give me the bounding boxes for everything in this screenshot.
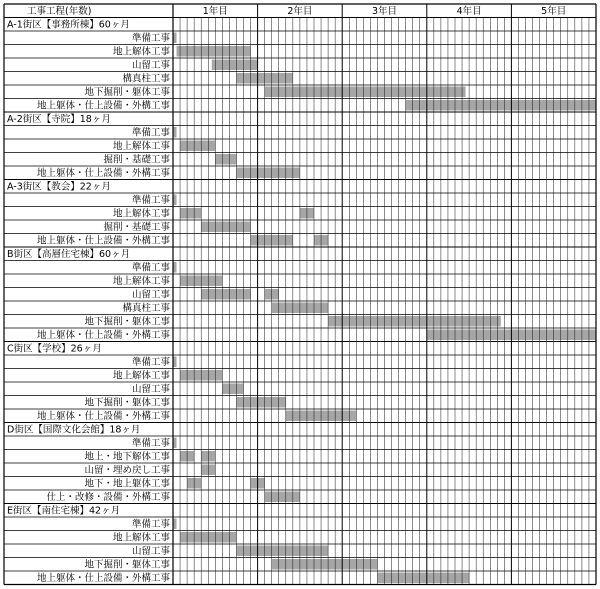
task-label: 準備工事: [131, 518, 170, 530]
gantt-bar: [180, 208, 201, 219]
year-label: 1年目: [202, 5, 228, 17]
task-label: 地上・地下解体工事: [84, 451, 170, 463]
task-label: 山留・埋め戻し工事: [84, 464, 170, 476]
task-label: 掘削・基礎工事: [103, 154, 170, 166]
task-label: 地上解体工事: [112, 208, 170, 220]
task-label: 準備工事: [131, 194, 170, 206]
task-label: 山留工事: [131, 383, 170, 395]
task-label: 地下掘削・躯体工事: [84, 397, 170, 409]
gantt-bar: [201, 289, 250, 300]
gantt-bar: [177, 46, 251, 57]
gantt-bar: [265, 87, 466, 98]
gantt-bar: [222, 384, 243, 395]
task-label: 地上躯体・仕上設備・外構工事: [36, 235, 170, 247]
task-label: 地上解体工事: [112, 275, 170, 287]
section-label: A-2街区【寺院】18ヶ月: [7, 113, 111, 125]
gantt-bar: [215, 154, 236, 165]
task-label: 山留工事: [131, 545, 170, 557]
year-label: 5年目: [541, 5, 567, 17]
gantt-bar: [201, 222, 250, 233]
task-label: 地下掘削・躯体工事: [84, 86, 170, 98]
gantt-bar: [406, 100, 596, 111]
task-label: 地上躯体・仕上設備・外構工事: [36, 329, 170, 341]
task-label: 地上躯体・仕上設備・外構工事: [36, 167, 170, 179]
task-label: 山留工事: [131, 289, 170, 301]
task-label: 準備工事: [131, 32, 170, 44]
task-label: 地上解体工事: [112, 140, 170, 152]
year-label: 3年目: [371, 5, 398, 17]
year-label: 4年目: [456, 5, 482, 17]
task-label: 構真柱工事: [122, 302, 170, 314]
gantt-bar: [180, 141, 215, 152]
task-label: 山留工事: [131, 59, 170, 71]
gantt-bar: [236, 168, 299, 179]
task-label: 地上躯体・仕上設備・外構工事: [36, 410, 170, 422]
gantt-bar: [236, 546, 328, 557]
task-label: 準備工事: [131, 437, 170, 449]
gantt-bar: [236, 397, 285, 408]
gantt-bar: [328, 316, 501, 327]
section-label: C街区【学校】26ヶ月: [7, 343, 102, 355]
section-label: E街区【南住宅棟】42ヶ月: [7, 505, 121, 517]
gantt-bar: [377, 573, 469, 584]
task-label: 地上解体工事: [112, 370, 170, 382]
task-label: 地下掘削・躯体工事: [84, 559, 170, 571]
task-label: 地下掘削・躯体工事: [84, 316, 170, 328]
task-label: 準備工事: [131, 262, 170, 274]
gantt-bar: [272, 559, 378, 570]
section-label: A-3街区【教会】22ヶ月: [7, 181, 111, 193]
task-label: 地上躯体・仕上設備・外構工事: [36, 100, 170, 112]
gantt-bar: [265, 492, 300, 503]
section-label: B街区【高層住宅棟】60ヶ月: [7, 248, 131, 260]
task-label: 準備工事: [131, 127, 170, 139]
header-title: 工事工程(年数): [27, 5, 92, 17]
task-label: 仕上・改修・設備・外構工事: [46, 491, 170, 503]
task-label: 地上解体工事: [112, 532, 170, 544]
section-label: A-1街区【事務所棟】60ヶ月: [7, 19, 130, 31]
task-label: 構真柱工事: [122, 73, 170, 85]
task-label: 地上躯体・仕上設備・外構工事: [36, 572, 170, 584]
task-label: 地上解体工事: [112, 46, 170, 58]
section-label: D街区【国際文化会館】18ヶ月: [7, 424, 141, 436]
year-label: 2年目: [287, 5, 313, 17]
task-label: 準備工事: [131, 356, 170, 368]
task-label: 掘削・基礎工事: [103, 221, 170, 233]
task-label: 地下・地上躯体工事: [84, 478, 170, 490]
